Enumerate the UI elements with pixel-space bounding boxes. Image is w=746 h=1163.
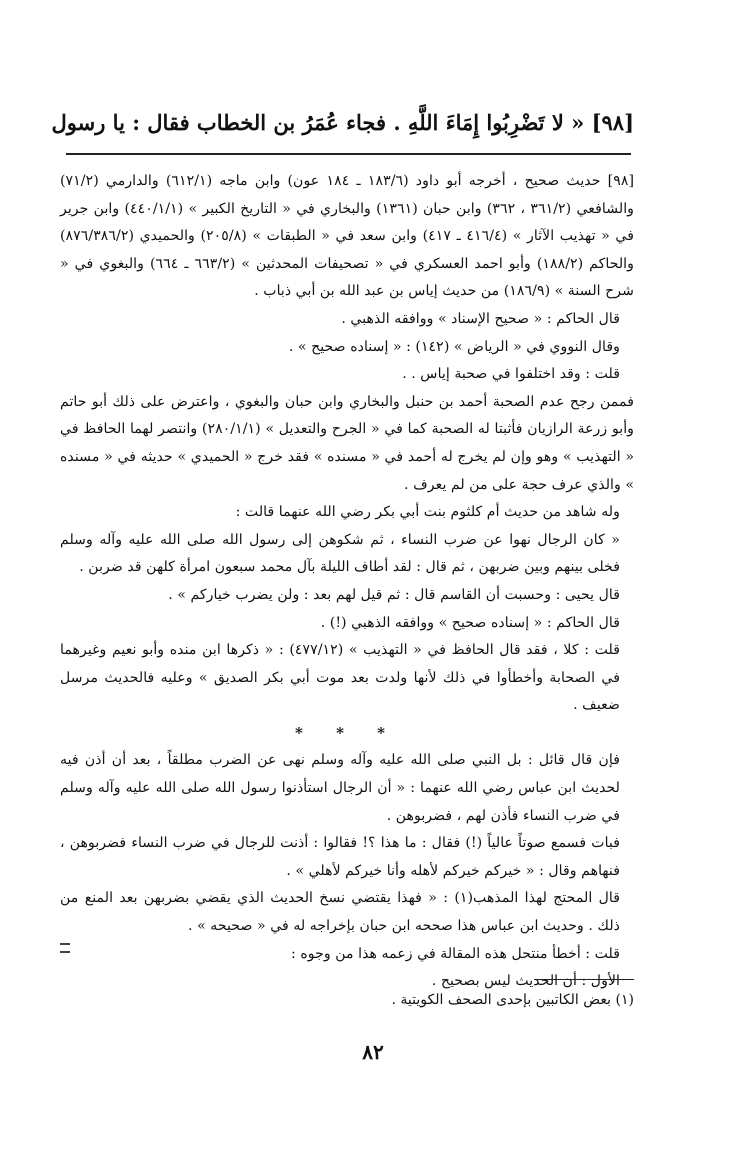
takhrij-paragraph: [٩٨] حديث صحيح ، أخرجه أبو داود (١٨٣/٦ ـ ١٨٤ عون) وابن ماجه (٦١٢/١) والدارمي (٧١/٢) والشافعي (٣٦١/٢ ، ٣٦٢) وابن حبان (١٣٦١) والبخاري في « التاريخ الكبير » (٤٤٠/١/١) وابن جرير في « تهذيب الآثار » (٤١٦/٤ ـ ٤١٧) وابن سعد في « الطبقات » (٢٠٥/٨) والحميدي (٨٧٦/٣٨٦/٢) والحاكم (١٨٨/٢) وأبو احمد العسكري في « تصحيفات المحدثين » (٦٦٣/٢ ـ ٦٦٤) والبغوي في « شرح السنة » (١٨٦/٩) من حديث إياس بن عبد الله بن أبي ذباب . <box>60 173 635 300</box>
margin-mark <box>60 943 70 953</box>
paragraph-hakim-2: قال الحاكم : « إسناده صحيح » ووافقه الذهبي (!) . <box>320 614 620 631</box>
paragraph-dispute: فممن رجح عدم الصحبة أحمد بن حنبل والبخاري وابن حبان والبغوي ، واعترض على ذلك أبو حاتم وأبو زرعة الرازيان فأثبتا له الصحبة كما في « الجرح والتعديل » (٢٨٠/١/١) وانتصر لهما الحافظ في « التهذيب » وهو وإن لم يخرج له أحمد في « مسنده » فقد خرج « الحميدي » حديثه في « مسنده » والذي عرف حجة على من لم يعرف . <box>60 393 635 493</box>
page-number: ٨٢ <box>362 1040 384 1064</box>
paragraph-witness-text: « كان الرجال نهوا عن ضرب النساء ، ثم شكوهن إلى رسول الله صلى الله عليه وآله وسلم فخلى بينهم وبين ضربهن ، ثم قال : لقد أطاف الليلة بآل محمد سبعون امرأة كلهن قد ضربن . <box>60 531 620 576</box>
paragraph-abrogation: قال المحتج لهذا المذهب(١) : « فهذا يقتضي نسخ الحديث الذي يقضي بضربهن بعد المنع من ذلك . وحديث ابن عباس هذا صححه ابن حبان بإخراجه له في « صحيحه » . <box>60 890 621 935</box>
paragraph-objection: فإن قال قائل : بل النبي صلى الله عليه وآله وسلم نهى عن الضرب مطلقاً ، بعد أن أذن فيه لحديث ابن عباس رضي الله عنهما : « أن الرجال استأذنوا رسول الله صلى الله عليه وآله وسلم في ضرب النساء فأذن لهم ، فضربوهن . <box>60 752 620 824</box>
commentary-body <box>60 168 634 996</box>
footnote: (١) بعض الكاتبين بإحدى الصحف الكويتية . <box>391 992 634 1008</box>
footnote-rule <box>534 979 634 980</box>
paragraph-yahya: قال يحيى : وحسبت أن القاسم قال : ثم قيل لهم بعد : ولن يضرب خياركم » . <box>168 586 620 603</box>
paragraph-refutation: قلت : أخطأ منتحل هذه المقالة في زعمه هذا من وجوه : <box>291 945 620 962</box>
paragraph-nawawi: وقال النووي في « الرياض » (١٤٢) : « إسناده صحيح » . <box>288 338 620 355</box>
paragraph-night: فبات فسمع صوتاً عالياً (!) فقال : ما هذا ؟! فقالوا : أذنت للرجال في ضرب النساء فضربوهن ، فنهاهم وقال : « خيركم خيركم لأهله وأنا خيركم لأهلي » . <box>60 835 620 879</box>
paragraph-hafiz: قلت : كلا ، فقد قال الحافظ في « التهذيب » (٤٧٧/١٢) : « ذكرها ابن منده وأبو نعيم وغيرهما في الصحابة وأخطأوا في ذلك لأنها ولدت بعد موت أبي بكر الصديق » وعليه فالحديث مرسل ضعيف . <box>60 642 620 714</box>
header-rule <box>66 153 631 155</box>
paragraph-first-point: الأول : أن الحديث ليس بصحيح . <box>431 973 620 990</box>
paragraph-companionship: قلت : وقد اختلفوا في صحبة إياس . . <box>402 366 620 383</box>
paragraph-witness: وله شاهد من حديث أم كلثوم بنت أبي بكر رضي الله عنهما قالت : <box>235 504 620 521</box>
section-separator: * * * <box>295 723 399 742</box>
paragraph-hakim: قال الحاكم : « صحيح الإسناد » ووافقه الذهبي . <box>341 310 620 327</box>
hadith-text-line: [٩٨] « لا تَضْرِبُوا إِمَاءَ اللَّهِ . فجاء عُمَرُ بن الخطاب فقال : يا رسول <box>51 110 634 135</box>
